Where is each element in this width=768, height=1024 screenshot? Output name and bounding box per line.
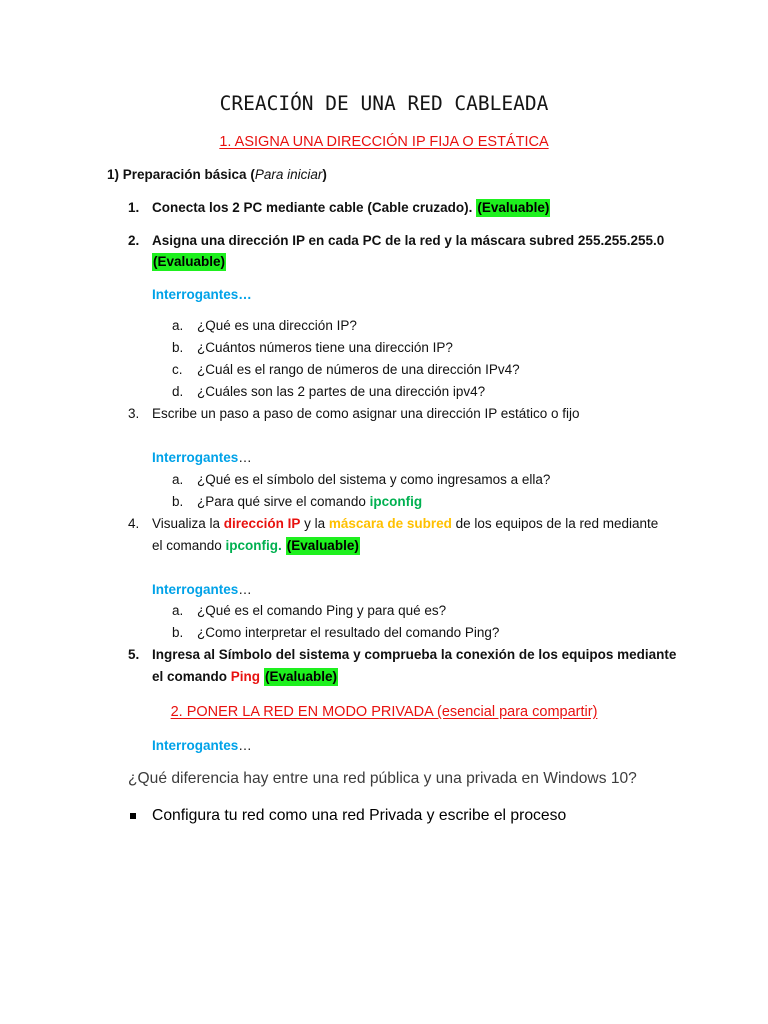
step-3-number: 3. [128,406,140,421]
prep-line [107,166,327,184]
section-2-interrogantes [152,737,252,755]
prep-label: 1) Preparación básica ( [107,167,255,182]
step-2-number: 2. [128,233,140,248]
question-text: ¿Para qué sirve el comando [197,494,370,509]
step-5-number: 5. [128,647,140,662]
step-5-line2-before: el comando [152,669,231,684]
section-2-question: ¿Qué diferencia hay entre una red pública y una privada en Windows 10? [128,770,637,787]
question-text: ¿Como interpretar el resultado del comando Ping? [197,625,500,640]
step-4-evaluable-tag: (Evaluable) [286,538,359,553]
question-text: ¿Cuál es el rango de números de una dirección IPv4? [197,362,520,377]
question-letter: b. [172,340,184,355]
step-3 [128,405,580,423]
interrogantes-label: Interrogantes [152,738,239,753]
interrogantes-label: Interrogantes [152,450,239,465]
question-2d [172,383,485,401]
step-1-evaluable-tag: (Evaluable) [477,200,550,215]
question-text: ¿Cuántos números tiene una dirección IP? [197,340,453,355]
step-2-continuation [152,253,226,271]
step-1-number: 1. [128,200,140,215]
step-4-text-middle: y la [300,516,329,531]
step-4 [128,515,658,533]
question-letter: d. [172,384,184,399]
step-2-interrogantes [152,286,252,304]
step-4-interrogantes [152,581,252,599]
step-5-text: Ingresa al Símbolo del sistema y comprueba la conexión de los equipos mediante [152,647,677,662]
step-3-text: Escribe un paso a paso de como asignar una dirección IP estático o fijo [152,406,580,421]
question-letter: b. [172,625,184,640]
step-4-number: 4. [128,516,140,531]
step-4-text-after: de los equipos de la red mediante [451,516,659,531]
interrogantes-ellipsis: … [238,287,252,302]
question-2b [172,339,453,357]
question-4a [172,602,446,620]
section-2-heading: 2. PONER LA RED EN MODO PRIVADA (esencial para compartir) [170,704,598,720]
prep-close: ) [322,167,327,182]
question-2a [172,317,357,335]
step-5-continuation [152,668,338,686]
question-4b [172,624,499,642]
question-letter: c. [172,362,183,377]
question-letter: a. [172,318,184,333]
ipconfig-command: ipconfig. [225,538,282,553]
step-3-interrogantes [152,449,252,467]
ipconfig-command: ipconfig [369,494,423,509]
ping-command: Ping [230,669,261,684]
step-5-evaluable-tag: (Evaluable) [265,669,338,684]
step-4-line2-before: el comando [152,538,226,553]
question-2c [172,361,520,379]
step-1 [128,199,550,217]
question-letter: a. [172,603,184,618]
step-5 [128,646,676,664]
step-1-text: Conecta los 2 PC mediante cable (Cable cruzado). [152,200,473,215]
document-title: CREACIÓN DE UNA RED CABLEADA [219,92,549,115]
subnet-mask-term: máscara de subred [328,516,452,531]
interrogantes-ellipsis: … [238,738,252,753]
section-2-task: Configura tu red como una red Privada y escribe el proceso [152,807,567,824]
prep-note: Para iniciar [254,167,323,182]
interrogantes-label: Interrogantes [152,582,239,597]
question-text: ¿Qué es el símbolo del sistema y como ingresamos a ella? [197,472,551,487]
question-letter: b. [172,494,184,509]
step-4-continuation [152,537,360,555]
question-text: ¿Qué es una dirección IP? [197,318,357,333]
step-2-text: Asigna una dirección IP en cada PC de la red y la máscara subred 255.255.255.0 [152,233,665,248]
question-letter: a. [172,472,184,487]
question-3b [172,493,422,511]
question-text: ¿Cuáles son las 2 partes de una dirección ipv4? [197,384,486,399]
question-text: ¿Qué es el comando Ping y para qué es? [197,603,447,618]
interrogantes-ellipsis: … [238,582,252,597]
step-4-text-before: Visualiza la [152,516,224,531]
step-2-evaluable-tag: (Evaluable) [153,254,226,269]
question-3a [172,471,550,489]
square-bullet-icon [130,813,136,819]
ip-address-term: dirección IP [223,516,301,531]
section-1-heading: 1. ASIGNA UNA DIRECCIÓN IP FIJA O ESTÁTICA [219,134,549,150]
interrogantes-label: Interrogantes [152,287,239,302]
interrogantes-ellipsis: … [238,450,252,465]
step-2 [128,232,664,250]
